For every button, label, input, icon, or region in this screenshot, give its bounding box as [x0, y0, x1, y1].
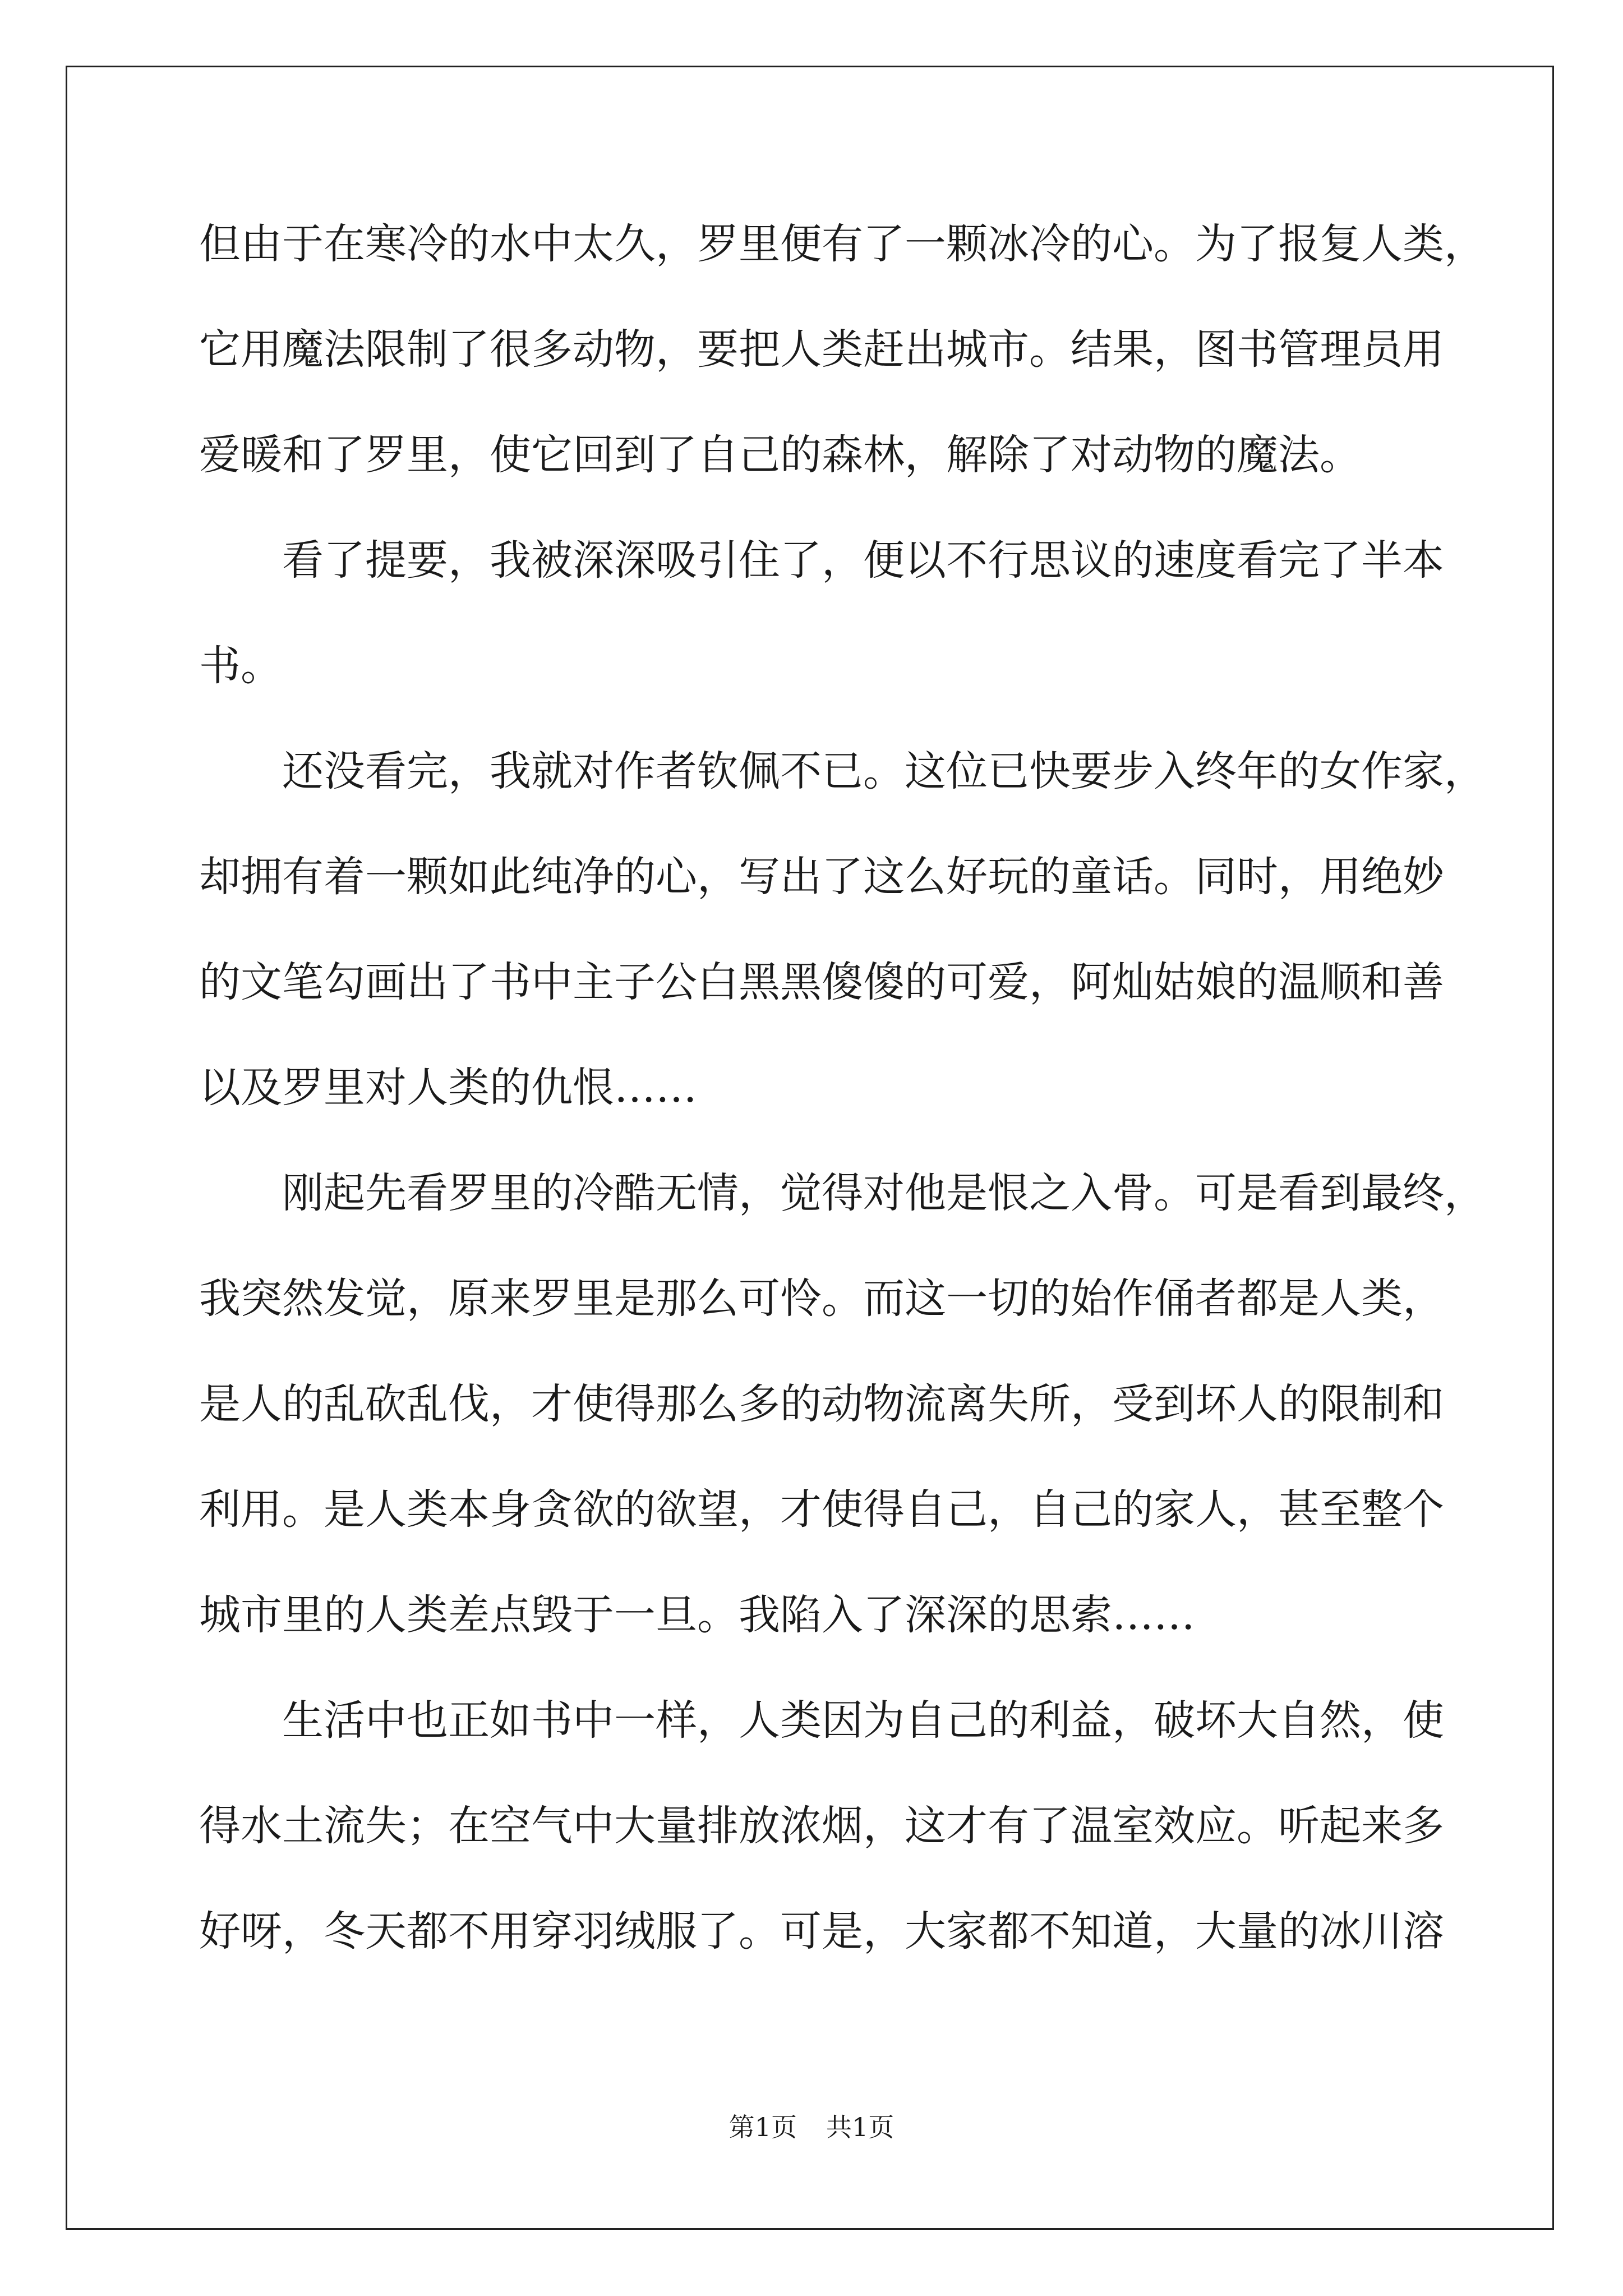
- page-border: [66, 66, 1554, 2230]
- text-line: 刚起先看罗里的冷酷无情，觉得对他是恨之入骨。可是看到最终，: [282, 1169, 1486, 1217]
- text-line: 以及罗里对人类的仇恨……: [199, 1064, 697, 1112]
- text-line: 得水土流失；在空气中大量排放浓烟，这才有了温室效应。听起来多: [199, 1802, 1444, 1850]
- text-line: 它用魔法限制了很多动物，要把人类赶出城市。结果，图书管理员用: [199, 325, 1444, 374]
- text-line: 书。: [199, 642, 282, 690]
- text-line: 利用。是人类本身贪欲的欲望，才使得自己，自己的家人，甚至整个: [199, 1485, 1444, 1534]
- page-footer: [0, 2110, 1623, 2144]
- text-line: 看了提要，我被深深吸引住了，便以不行思议的速度看完了半本: [282, 536, 1444, 585]
- text-line: 的文笔勾画出了书中主子公白黑黑傻傻的可爱，阿灿姑娘的温顺和善: [199, 958, 1444, 1006]
- text-line: 还没看完，我就对作者钦佩不已。这位已快要步入终年的女作家，: [282, 747, 1486, 795]
- text-line: 我突然发觉，原来罗里是那么可怜。而这一切的始作俑者都是人类，: [199, 1274, 1444, 1323]
- page-number-current: 第1页: [728, 2112, 797, 2142]
- text-line: 城市里的人类差点毁于一旦。我陷入了深深的思索……: [199, 1591, 1195, 1639]
- text-line: 生活中也正如书中一样，人类因为自己的利益，破坏大自然，使: [282, 1696, 1444, 1745]
- page-number-total: 共1页: [826, 2112, 895, 2142]
- text-line: 是人的乱砍乱伐，才使得那么多的动物流离失所，受到坏人的限制和: [199, 1380, 1444, 1428]
- text-line: 好呀，冬天都不用穿羽绒服了。可是，大家都不知道，大量的冰川溶: [199, 1907, 1444, 1955]
- text-line: 却拥有着一颗如此纯净的心，写出了这么好玩的童话。同时，用绝妙: [199, 853, 1444, 901]
- text-line: 但由于在寒冷的水中太久，罗里便有了一颗冰冷的心。为了报复人类，: [199, 220, 1486, 268]
- text-line: 爱暖和了罗里，使它回到了自己的森林，解除了对动物的魔法。: [199, 431, 1361, 479]
